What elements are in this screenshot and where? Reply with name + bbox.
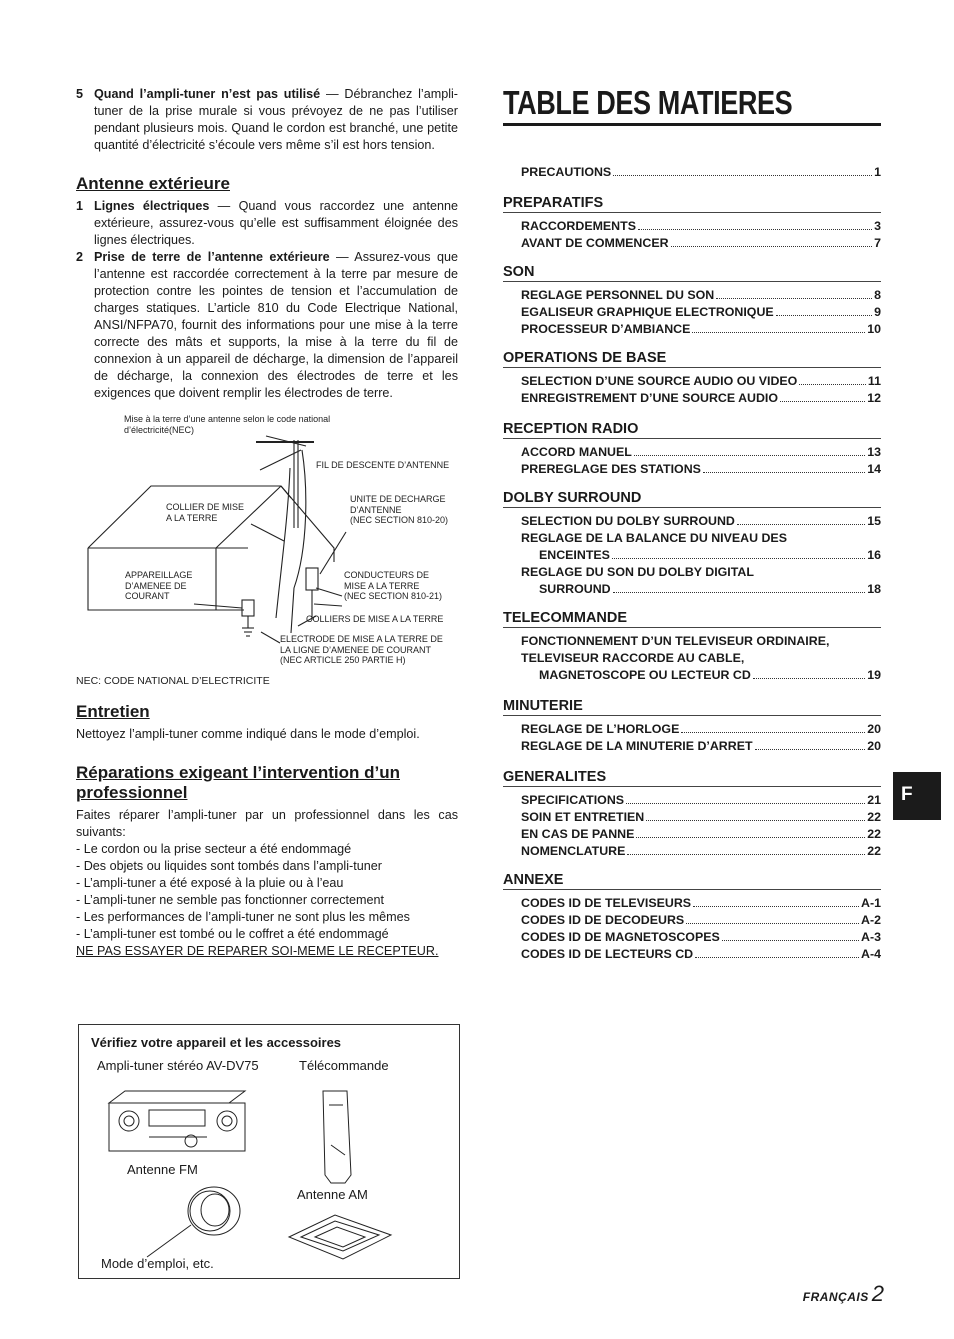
reparations-list-item: - L’ampli-tuner a été exposé à la pluie ou à l’eau	[76, 876, 344, 890]
item-number: 5	[76, 87, 84, 101]
toc-entry[interactable]: ENREGISTREMENT D’UNE SOURCE AUDIO 12	[521, 391, 881, 405]
title-rule	[503, 123, 881, 126]
toc-section-heading: MINUTERIE	[503, 698, 881, 716]
toc-entry-line[interactable]: TELEVISEUR RACCORDE AU CABLE,	[521, 651, 745, 665]
toc-section-heading: RECEPTION RADIO	[503, 421, 881, 439]
toc-section-heading: PREPARATIFS	[503, 195, 881, 213]
accessories-drawing	[79, 1025, 459, 1278]
label-nec: NEC: CODE NATIONAL D’ELECTRICITE	[76, 675, 270, 687]
reparations-list	[76, 841, 458, 943]
antenne-item: 2 Prise de terre de l’antenne extérieure — Assurez-vous que l’antenne est raccordée correctement à la terre par mesure de protection contre les pointes de tension et l’accumulation de charges statiques. L’article 810 du Code Electrique National, ANSI/NFPA70, fournit des informations pour une mise à la terre correcte des mâts et supports, la mise à la terre du fil de connexion à un appareil de décharge, la dimension de l’appareil de décharge, la connexion des électrodes de terre et les exigences que doivent remplir les électrodes de terre.	[76, 250, 458, 400]
footer-language: FRANÇAIS	[802, 1290, 869, 1304]
toc-section-heading: GENERALITES	[503, 769, 881, 787]
toc-entry[interactable]: MAGNETOSCOPE OU LECTEUR CD 19	[539, 668, 881, 682]
label-unite-decharge: UNITE DE DECHARGE D’ANTENNE (NEC SECTION 810-20)	[350, 494, 449, 525]
entretien-heading: Entretien	[76, 702, 150, 721]
toc-entry[interactable]: ACCORD MANUEL 13	[521, 445, 881, 459]
toc-section	[503, 350, 881, 407]
toc-entry[interactable]: RACCORDEMENTS 3	[521, 219, 881, 233]
toc-entry[interactable]: EGALISEUR GRAPHIQUE ELECTRONIQUE 9	[521, 305, 881, 319]
antenne-heading: Antenne extérieure	[76, 174, 230, 193]
toc-section	[503, 610, 881, 684]
toc-section	[503, 264, 881, 338]
toc-section	[503, 490, 881, 598]
item-bold-lead: Quand l’ampli-tuner n’est pas utilisé	[94, 87, 321, 101]
toc-entry[interactable]: REGLAGE DE L’HORLOGE 20	[521, 722, 881, 736]
reparations-list-item: - Des objets ou liquides sont tombés dans l’ampli-tuner	[76, 859, 382, 873]
reparations-list-item: - Les performances de l’ampli-tuner ne sont plus les mêmes	[76, 910, 410, 924]
accessories-title: Vérifiez votre appareil et les accessoires	[91, 1035, 342, 1050]
antenne-list	[76, 198, 458, 402]
remote-label: Télécommande	[299, 1058, 389, 1073]
toc-entry[interactable]: SURROUND 18	[539, 582, 881, 596]
accessories-box	[78, 1024, 460, 1279]
toc-entry-line[interactable]: REGLAGE DU SON DU DOLBY DIGITAL	[521, 565, 754, 579]
toc-entry-line[interactable]: FONCTIONNEMENT D’UN TELEVISEUR ORDINAIRE,	[521, 634, 830, 648]
toc-entry[interactable]: CODES ID DE LECTEURS CD A-4	[521, 947, 881, 961]
toc-section	[503, 195, 881, 252]
page-footer	[803, 1281, 884, 1307]
toc-sections	[503, 195, 881, 963]
toc-section-heading: SON	[503, 264, 881, 282]
toc-entry[interactable]: SELECTION DU DOLBY SURROUND 15	[521, 514, 881, 528]
page-number: 2	[871, 1281, 884, 1306]
table-of-contents	[503, 86, 881, 963]
numbered-item-5	[76, 86, 458, 154]
toc-entry[interactable]: CODES ID DE MAGNETOSCOPES A-3	[521, 930, 881, 944]
toc-entry[interactable]: SPECIFICATIONS 21	[521, 793, 881, 807]
receiver-icon	[109, 1091, 245, 1103]
label-electrode: ELECTRODE DE MISE A LA TERRE DE LA LIGNE D’AMENEE DE COURANT (NEC ARTICLE 250 PARTIE H)	[280, 634, 443, 665]
reparations-list-item: - L’ampli-tuner ne semble pas fonctionner correctement	[76, 893, 384, 907]
toc-section-heading: OPERATIONS DE BASE	[503, 350, 881, 368]
reparations-intro: Faites réparer l’ampli-tuner par un professionnel dans les cas suivants:	[76, 808, 458, 839]
label-appareillage: APPAREILLAGE D’AMENEE DE COURANT	[125, 570, 193, 601]
entretien-text: Nettoyez l’ampli-tuner comme indiqué dans le mode d’emploi.	[76, 727, 420, 741]
toc-title: TABLE DES MATIERES	[503, 84, 793, 121]
antenne-item: 1 Lignes électriques — Quand vous raccordez une antenne extérieure, assurez-vous qu’elle est suffisamment éloignée des lignes électriques.	[76, 199, 458, 247]
label-collier: COLLIER DE MISE A LA TERRE	[166, 502, 245, 523]
language-tab: F	[893, 772, 941, 820]
antenna-grounding-diagram	[76, 414, 458, 694]
toc-entry[interactable]: ENCEINTES 16	[539, 548, 881, 562]
am-antenna-icon	[289, 1215, 391, 1259]
am-label: Antenne AM	[297, 1187, 368, 1202]
toc-entry[interactable]: SELECTION D’UNE SOURCE AUDIO OU VIDEO 11	[521, 374, 881, 388]
toc-entry[interactable]: REGLAGE DE LA MINUTERIE D’ARRET 20	[521, 739, 881, 753]
toc-entry[interactable]: CODES ID DE DECODEURS A-2	[521, 913, 881, 927]
toc-section-heading: TELECOMMANDE	[503, 610, 881, 628]
label-colliers: COLLIERS DE MISE A LA TERRE	[306, 614, 444, 624]
manual-label: Mode d’emploi, etc.	[101, 1256, 214, 1271]
toc-entry[interactable]: EN CAS DE PANNE 22	[521, 827, 881, 841]
toc-section	[503, 698, 881, 755]
toc-entry-line[interactable]: REGLAGE DE LA BALANCE DU NIVEAU DES	[521, 531, 787, 545]
reparations-list-item: - L’ampli-tuner est tombé ou le coffret a été endommagé	[76, 927, 389, 941]
toc-section-heading: ANNEXE	[503, 872, 881, 890]
toc-section-heading: DOLBY SURROUND	[503, 490, 881, 508]
toc-entry[interactable]: AVANT DE COMMENCER 7	[521, 236, 881, 250]
label-conducteurs: CONDUCTEURS DE MISE A LA TERRE (NEC SECTION 810-21)	[344, 570, 443, 601]
toc-entry[interactable]: PREREGLAGE DES STATIONS 14	[521, 462, 881, 476]
label-fil-descente: FIL DE DESCENTE D’ANTENNE	[316, 460, 450, 470]
warning-text: NE PAS ESSAYER DE REPARER SOI-MEME LE RECEPTEUR.	[76, 944, 439, 958]
item-text: — Débranchez l’ampli-tuner de la prise murale si vous prévoyez de ne pas l’utiliser pendant plusieurs mois. Quand le cordon est branché, une petite quantité d’électricité s’écoule vers même s’il est hors tension.	[94, 87, 458, 152]
reparations-list-item: - Le cordon ou la prise secteur a été endommagé	[76, 842, 352, 856]
left-column	[76, 86, 458, 960]
toc-section	[503, 872, 881, 963]
toc-entry[interactable]: CODES ID DE TELEVISEURS A-1	[521, 896, 881, 910]
fm-label: Antenne FM	[127, 1162, 198, 1177]
reparations-heading: Réparations exigeant l’intervention d’un professionnel	[76, 763, 400, 802]
toc-entry[interactable]: REGLAGE PERSONNEL DU SON 8	[521, 288, 881, 302]
fm-antenna-icon	[147, 1187, 240, 1257]
toc-section	[503, 421, 881, 478]
toc-entry[interactable]: PROCESSEUR D’AMBIANCE 10	[521, 322, 881, 336]
tuner-label: Ampli-tuner stéréo AV-DV75	[97, 1058, 259, 1073]
toc-entry[interactable]: SOIN ET ENTRETIEN 22	[521, 810, 881, 824]
toc-entry-precautions[interactable]: PRECAUTIONS 1	[521, 165, 881, 179]
toc-section	[503, 769, 881, 860]
toc-entry[interactable]: NOMENCLATURE 22	[521, 844, 881, 858]
diagram-caption: Mise à la terre d’une antenne selon le code national d’électricité(NEC)	[124, 414, 331, 435]
